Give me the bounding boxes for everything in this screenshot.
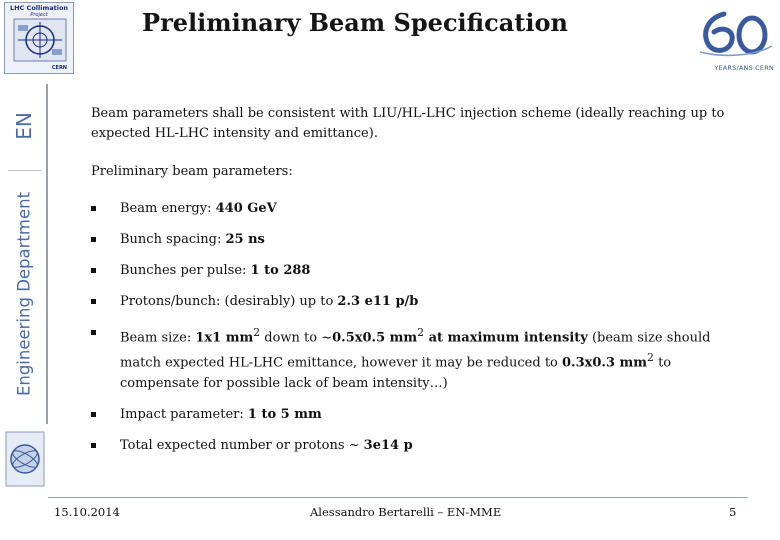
- collimator-icon: [12, 17, 68, 63]
- superscript: 2: [253, 326, 261, 339]
- param-label: Total expected number or protons ~: [120, 437, 364, 453]
- param-text: down to ~: [260, 330, 333, 346]
- param-text: to compensate for possible lack of beam intensity…): [120, 355, 672, 391]
- param-value: 0.3x0.3 mm: [562, 355, 648, 371]
- list-item: [91, 323, 751, 394]
- anniversary-caption: YEARS/ANS CERN: [714, 64, 774, 72]
- list-item: [91, 230, 751, 250]
- parameters-heading: Preliminary beam parameters:: [91, 164, 293, 179]
- department-label: Engineering Department: [14, 191, 34, 397]
- superscript: 2: [647, 351, 654, 365]
- footer-divider: [48, 497, 748, 498]
- list-item: [91, 436, 751, 456]
- list-item: [91, 292, 751, 312]
- slide-body: [91, 104, 751, 467]
- lhc-logo-subtitle: Project: [30, 12, 48, 18]
- param-value: 25 ns: [225, 232, 265, 247]
- param-value: 1 to 288: [250, 263, 311, 278]
- param-text: (beam size should match expected HL-LHC emittance, however it may be reduced to: [120, 330, 711, 371]
- square-bullet-icon: [91, 330, 96, 335]
- param-label: Bunch spacing:: [120, 232, 226, 247]
- superscript: 2: [417, 326, 425, 339]
- param-label: Beam energy:: [120, 201, 216, 216]
- param-label: Beam size:: [120, 330, 196, 346]
- param-value: 2.3 e11 p/b: [337, 294, 419, 309]
- param-label: Protons/bunch: (desirably) up to: [120, 294, 338, 309]
- cern-60-years-logo: [694, 8, 774, 72]
- param-value: 3e14 p: [363, 437, 413, 453]
- footer-date: 15.10.2014: [54, 505, 120, 519]
- footer-author: Alessandro Bertarelli – EN-MME: [310, 505, 502, 519]
- square-bullet-icon: [91, 268, 96, 273]
- square-bullet-icon: [91, 237, 96, 242]
- param-value: 0.5x0.5 mm: [332, 330, 418, 346]
- list-item: [91, 261, 751, 281]
- parameter-list: [91, 199, 751, 456]
- sixty-icon: [694, 8, 774, 60]
- param-label: Impact parameter:: [120, 406, 248, 422]
- unit-label: EN: [12, 112, 36, 140]
- list-item: [91, 405, 751, 425]
- square-bullet-icon: [91, 206, 96, 211]
- list-item: [91, 199, 751, 219]
- param-value: 1x1 mm: [195, 330, 254, 346]
- slide-title: Preliminary Beam Specification: [142, 8, 568, 37]
- param-emphasis: at maximum intensity: [424, 330, 588, 346]
- cern-logo-icon: [4, 430, 46, 488]
- square-bullet-icon: [91, 443, 96, 448]
- page-number: 5: [729, 505, 737, 519]
- param-value: 1 to 5 mm: [247, 406, 322, 422]
- lhc-collimation-logo: [4, 2, 74, 74]
- department-sidebar: [0, 84, 48, 424]
- intro-paragraph: Beam parameters shall be consistent with LIU/HL-LHC injection scheme (ideally reaching up to expected HL-LHC intensity and emittance).: [91, 106, 725, 141]
- square-bullet-icon: [91, 412, 96, 417]
- lhc-logo-title: LHC Collimation: [9, 4, 69, 12]
- sidebar-divider: [8, 170, 42, 171]
- square-bullet-icon: [91, 299, 96, 304]
- lhc-logo-org: CERN: [51, 65, 67, 71]
- param-value: 440 GeV: [215, 201, 277, 216]
- param-label: Bunches per pulse:: [120, 263, 251, 278]
